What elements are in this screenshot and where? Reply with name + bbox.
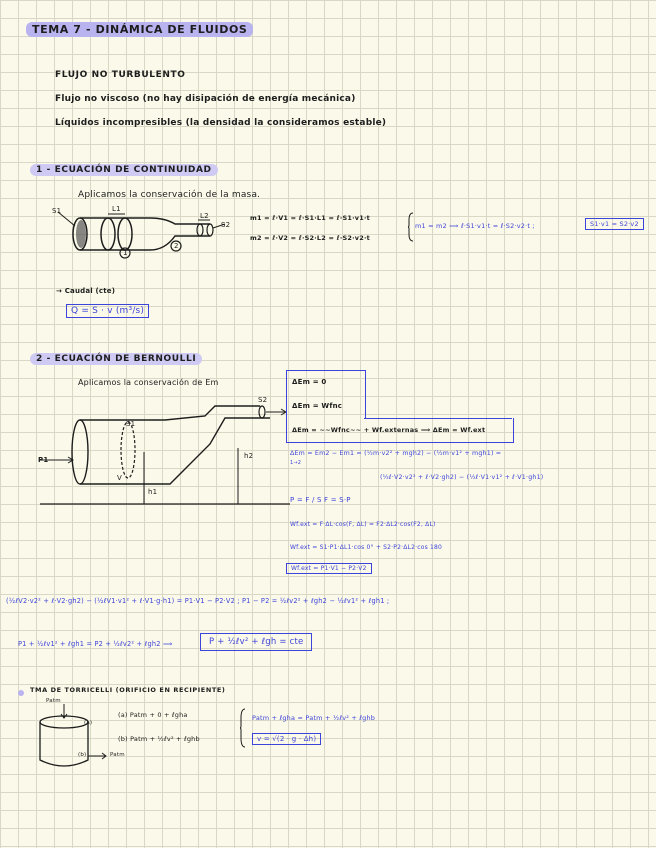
label-p1: P1 — [38, 456, 49, 464]
torricelli-b-eq: (b) Patm + ½ℓv² + ℓghb — [118, 735, 200, 743]
pressure-def: P = F / S F = S·P — [290, 496, 351, 504]
label-patm-top: Patm — [46, 698, 61, 704]
work-boxed: Wf.ext = P1·V1 − P2·V2 — [286, 563, 372, 574]
energy-line-3: ΔEm = ~~Wfnc~~ + Wf.externas ⟹ ΔEm = Wf.ext — [292, 426, 486, 434]
work-def-1: Wf.ext = F·ΔL·cos(F, ΔL) = F2·ΔL2·cos(F2, ΔL) — [290, 521, 436, 528]
assumption-1: FLUJO NO TURBULENTO — [55, 70, 186, 80]
page-title: TEMA 7 - DINÁMICA DE FLUIDOS — [26, 22, 253, 37]
em-difference-note: 1→2 — [290, 460, 302, 466]
label-s2: S2 — [221, 221, 231, 229]
label-s2-bernoulli: S2 — [258, 396, 268, 404]
label-l1: L1 — [112, 205, 121, 213]
bernoulli-eq: P1 + ½ℓv1² + ℓgh1 = P2 + ½ℓv2² + ℓgh2 ⟹ — [18, 640, 173, 648]
assumption-2: Flujo no viscoso (no hay disipación de energía mecánica) — [55, 94, 356, 104]
section-2-intro: Aplicamos la conservación de Em — [78, 378, 219, 387]
eq-continuity-boxed: S1·v1 = S2·v2 — [585, 218, 644, 230]
caudal-formula-box: Q = S · v (m³/s) — [66, 304, 149, 318]
continuity-pipe-diagram — [50, 200, 250, 260]
torricelli-boxed: v = √(2 · g · Δh) — [252, 733, 321, 745]
eq-continuity-result: m1 = m2 ⟹ ℓ·S1·v1·t = ℓ·S2·v2·t ; — [415, 222, 535, 230]
label-point-1: 1 — [123, 249, 128, 257]
label-l2: L2 — [200, 212, 209, 220]
brace-torricelli — [240, 708, 246, 748]
torricelli-result-eq: Patm + ℓgha = Patm + ½ℓv² + ℓghb — [252, 714, 376, 722]
brace-continuity — [408, 212, 414, 242]
assumption-3: Líquidos incompresibles (la densidad la consideramos estable) — [55, 118, 387, 128]
section-1-intro: Aplicamos la conservación de la masa. — [78, 190, 261, 200]
bernoulli-full-eq: (½ℓV2·v2² + ℓ·V2·gh2) − (½ℓV1·v1² + ℓ·V1·g·h1) = P1·V1 − P2·V2 ; P1 − P2 = ½ℓv2² + ℓgh2 − ½ℓv1² + ℓgh1 ; — [6, 597, 390, 605]
label-s1-bernoulli: S1 — [126, 420, 136, 428]
label-s1: S1 — [52, 207, 62, 215]
caudal-label: → Caudal (cte) — [56, 287, 116, 295]
label-a-tank: (a) — [84, 720, 93, 726]
label-h1: h1 — [148, 488, 158, 496]
bullet-dot — [18, 690, 24, 696]
bernoulli-boxed: P + ½ℓv² + ℓgh = cte — [200, 633, 312, 651]
eq-m1: m1 = ℓ·V1 = ℓ·S1·L1 = ℓ·S1·v1·t — [250, 214, 370, 222]
label-v: V — [117, 474, 122, 482]
label-h2: h2 — [244, 452, 254, 460]
section-1-heading: 1 - ECUACIÓN DE CONTINUIDAD — [30, 164, 218, 176]
torricelli-a-eq: (a) Patm + 0 + ℓgha — [118, 711, 188, 719]
label-b-tank: (b) — [78, 752, 87, 758]
work-def-2: Wf.ext = S1·P1·ΔL1·cos 0° + S2·P2·ΔL2·cos 180 — [290, 544, 443, 551]
em-difference: ΔEm = Em2 − Em1 = (½m·v2² + mgh2) − (½m·v1² + mgh1) = — [290, 450, 502, 457]
energy-line-2: ΔEm = Wfnc — [292, 402, 343, 410]
em-density: (½ℓ·V2·v2² + ℓ·V2·gh2) − (½ℓ·V1·v1² + ℓ·V1·gh1) — [380, 474, 544, 481]
label-point-2: 2 — [174, 242, 179, 250]
eq-m2: m2 = ℓ·V2 = ℓ·S2·L2 = ℓ·S2·v2·t — [250, 234, 370, 242]
section-2-heading: 2 - ECUACIÓN DE BERNOULLI — [30, 353, 202, 365]
bernoulli-pipe-diagram — [40, 388, 290, 513]
label-patm-side: Patm — [110, 752, 125, 758]
energy-box-join — [364, 418, 512, 419]
torricelli-heading: TMA DE TORRICELLI (ORIFICIO EN RECIPIENTE) — [30, 686, 226, 694]
energy-line-1: ΔEm = 0 — [292, 378, 327, 386]
